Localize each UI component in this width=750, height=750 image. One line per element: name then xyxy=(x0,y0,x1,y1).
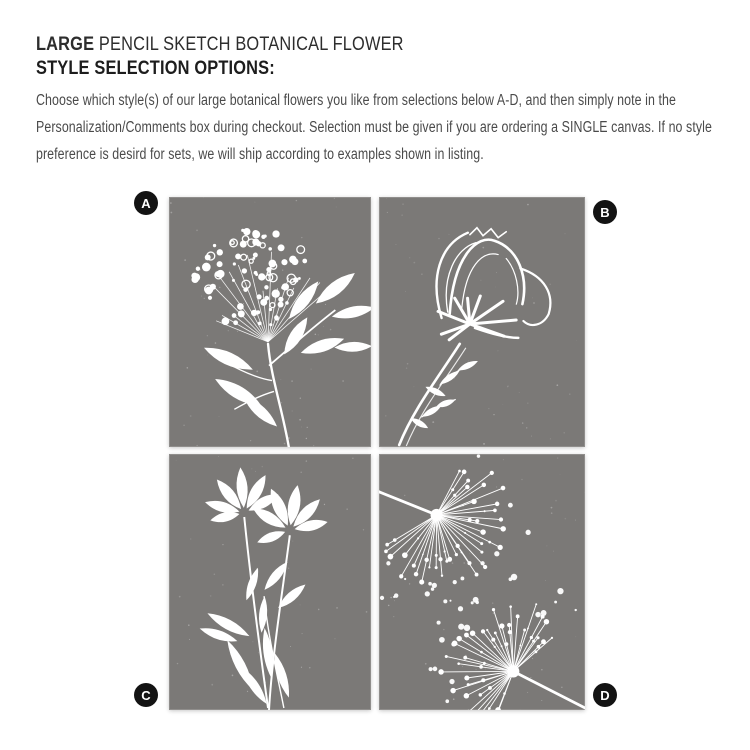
style-panel-a xyxy=(169,197,371,447)
dandelion-seed-heads-art xyxy=(379,454,585,710)
style-panel-b xyxy=(379,197,585,447)
page-subtitle: STYLE SELECTION OPTIONS: xyxy=(36,57,275,79)
style-panel-c xyxy=(169,454,371,710)
wild-daisies-art xyxy=(169,454,371,710)
style-badge-d: D xyxy=(593,683,617,707)
description-line-1: Choose which style(s) of our large botanical flowers you like from selections below A-D, and then simply note in the xyxy=(36,92,676,109)
description-line-3: preference is desird for sets, we will ship according to examples shown in listing. xyxy=(36,146,484,163)
sketched-tulip-art xyxy=(379,197,585,447)
header xyxy=(36,33,474,80)
style-panel-d xyxy=(379,454,585,710)
style-badge-a: A xyxy=(134,191,158,215)
style-badge-c: C xyxy=(134,683,158,707)
description-line-2: Personalization/Comments box during checkout. Selection must be given if you are ordering a SINGLE canvas. If no style xyxy=(36,119,712,136)
page-title xyxy=(36,33,404,56)
hydrangea-sprig-art xyxy=(169,197,371,447)
description-paragraph xyxy=(36,87,750,168)
page-title-lead: LARGE xyxy=(36,33,95,55)
page-title-rest: PENCIL SKETCH BOTANICAL FLOWER xyxy=(94,33,404,55)
style-badge-b: B xyxy=(593,200,617,224)
